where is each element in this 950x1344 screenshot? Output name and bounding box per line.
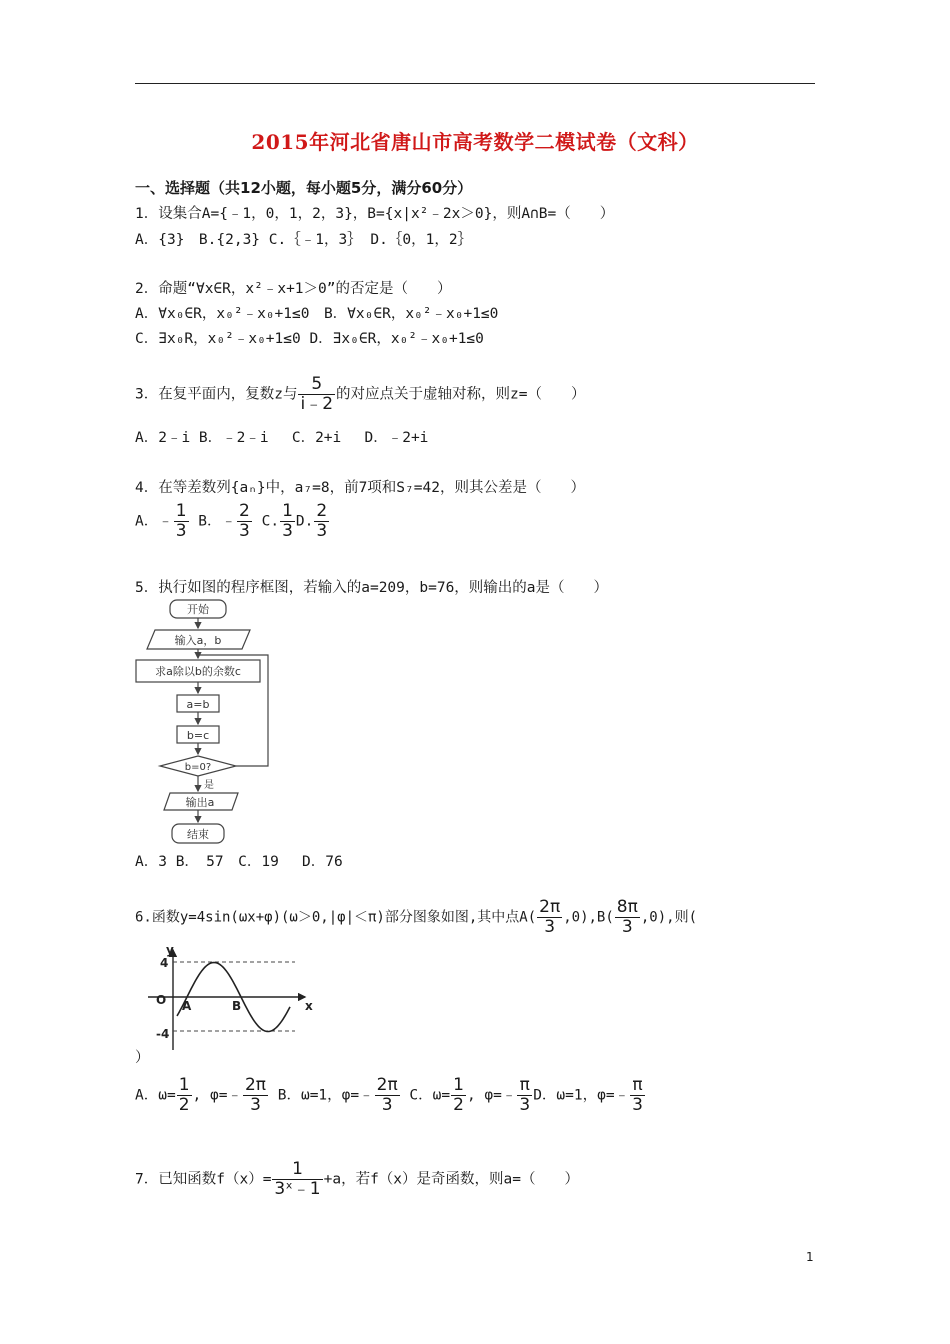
q7-fraction xyxy=(272,1160,322,1199)
header-rule xyxy=(135,83,815,84)
q6-mid: ,0),B( xyxy=(563,909,614,926)
page-number: 1 xyxy=(806,1250,814,1264)
flow-end-text: 结束 xyxy=(187,828,209,841)
q6-opt-a-w-den: 2 xyxy=(178,1095,190,1115)
q4-frac-b xyxy=(237,502,252,541)
q6-opt-a-p xyxy=(243,1076,268,1115)
q3-fraction xyxy=(298,375,335,414)
question-3-options: A．2﹣i B．﹣2﹣i C．2+i D．﹣2+i xyxy=(135,430,429,446)
question-2-stem: 2．命题“∀x∈R，x²﹣x+1＞0”的否定是（ ） xyxy=(135,281,452,297)
flow-yes-text: 是 xyxy=(204,780,214,791)
q6-opt-d-p-den: 3 xyxy=(632,1095,643,1115)
q6-opt-b-p-den: 3 xyxy=(375,1095,400,1115)
flow-assign-b-text: b=c xyxy=(186,729,210,742)
q6-opt-c-w-den: 2 xyxy=(453,1095,464,1115)
q4-d-num: 2 xyxy=(316,501,328,521)
question-5-options: A．3 B． 57 C．19 D．76 xyxy=(135,854,343,870)
q6-opt-a-w-num: 1 xyxy=(178,1075,190,1095)
q6-a-den: 3 xyxy=(537,917,562,937)
graph-y-label: y xyxy=(166,943,174,957)
q6-post: ,0),则( xyxy=(640,909,698,926)
q6-pre: 6.函数y=4sin(ωx+φ)(ω＞0,|φ|＜π)部分图象如图,其中点A( xyxy=(135,909,537,926)
flow-input-text: 输入a，b xyxy=(174,634,222,647)
question-6-stem xyxy=(135,898,697,937)
q3-frac-den: i﹣2 xyxy=(300,394,334,414)
flow-output-text: 输出a xyxy=(185,796,215,809)
flow-remainder-text: 求a除以b的余数c xyxy=(155,665,241,678)
flow-assign-a-text: a=b xyxy=(186,698,210,711)
q6-opt-d-p-num: π xyxy=(632,1075,643,1095)
q4-b-den: 3 xyxy=(239,521,250,541)
q4-c-num: 1 xyxy=(282,501,293,521)
q6-opt-c-w xyxy=(451,1076,466,1115)
q6-opt-b: B．ω=1，φ=﹣ xyxy=(269,1087,374,1104)
q6-frac-b xyxy=(615,898,640,937)
q7-post: +a，若f（x）是奇函数，则a=（ ） xyxy=(323,1171,579,1188)
q4-c-den: 3 xyxy=(282,521,293,541)
graph-b-label: B xyxy=(232,999,242,1013)
page-title: 2015年河北省唐山市高考数学二模试卷（文科） xyxy=(251,130,699,154)
q4-frac-d xyxy=(314,502,329,541)
question-2-options-ab: A．∀x₀∈R，x₀²﹣x₀+1≤0 B．∀x₀∈R，x₀²﹣x₀+1≤0 xyxy=(135,306,499,322)
q4-opt-c: C. xyxy=(252,513,280,530)
q4-frac-c xyxy=(280,502,295,541)
q6-opt-b-p xyxy=(375,1076,400,1115)
q7-den: 3ˣ﹣1 xyxy=(274,1179,321,1199)
q7-pre: 7．已知函数f（x）= xyxy=(135,1171,272,1188)
q6-b-num: 8π xyxy=(616,897,638,917)
flow-cond-text: b=0? xyxy=(184,762,212,773)
question-7-stem xyxy=(135,1160,579,1199)
q6-opt-a-w xyxy=(177,1076,192,1115)
flowchart xyxy=(130,596,280,851)
q3-pre: 3．在复平面内，复数z与 xyxy=(135,386,298,403)
graph-a-label: A xyxy=(182,999,192,1013)
graph-bottom-label: -4 xyxy=(156,1027,170,1041)
graph-x-label: x xyxy=(305,999,313,1013)
question-3-stem xyxy=(135,375,585,414)
section-heading: 一、选择题（共12小题，每小题5分，满分60分） xyxy=(135,179,473,197)
q6-b-den: 3 xyxy=(615,917,640,937)
q6-opt-c-p xyxy=(517,1076,532,1115)
sine-graph xyxy=(140,940,320,1055)
q4-frac-a xyxy=(174,502,189,541)
question-1-stem: 1．设集合A={﹣1，0，1，2，3}，B={x|x²﹣2x＞0}，则A∩B=（ ） xyxy=(135,206,615,222)
question-5-stem: 5．执行如图的程序框图，若输入的a=209，b=76，则输出的a是（ ） xyxy=(135,580,609,596)
q6-opt-c-w-num: 1 xyxy=(453,1075,464,1095)
q3-frac-num: 5 xyxy=(311,374,323,394)
q6-a-num: 2π xyxy=(539,897,561,917)
q6-opt-a-p-den: 3 xyxy=(243,1095,268,1115)
q4-a-den: 3 xyxy=(175,521,187,541)
q6-opt-c-p-den: 3 xyxy=(519,1095,531,1115)
flow-start-text: 开始 xyxy=(187,603,209,616)
q6-opt-c: C．ω= xyxy=(400,1087,451,1104)
q4-opt-a: A．﹣ xyxy=(135,513,173,530)
graph-top-label: 4 xyxy=(160,956,169,970)
q6-opt-a: A．ω= xyxy=(135,1087,176,1104)
q6-opt-a-p-num: 2π xyxy=(244,1075,267,1095)
q6-opt-d: D．ω=1，φ=﹣ xyxy=(533,1087,630,1104)
graph-origin-label: O xyxy=(156,993,167,1007)
question-4-stem: 4．在等差数列{aₙ}中，a₇=8，前7项和S₇=42，则其公差是（ ） xyxy=(135,480,585,496)
question-4-options xyxy=(135,502,330,541)
question-2-options-cd: C．∃x₀R，x₀²﹣x₀+1≤0 D．∃x₀∈R，x₀²﹣x₀+1≤0 xyxy=(135,331,484,347)
q6-opt-c-p-num: π xyxy=(519,1075,530,1095)
q6-opt-b-p-num: 2π xyxy=(376,1075,398,1095)
q4-opt-d: D. xyxy=(295,513,314,530)
q4-a-num: 1 xyxy=(175,501,187,521)
q7-num: 1 xyxy=(292,1159,303,1179)
q6-opt-a-mid: , φ=﹣ xyxy=(192,1087,242,1104)
q4-d-den: 3 xyxy=(316,521,328,541)
question-1-options: A．{3} B.{2,3} C.｛﹣1，3｝ D.｛0，1，2｝ xyxy=(135,232,473,248)
q6-frac-a xyxy=(537,898,562,937)
q4-opt-b: B．﹣ xyxy=(189,513,237,530)
q4-b-num: 2 xyxy=(239,501,250,521)
q6-opt-c-mid: , φ=﹣ xyxy=(466,1087,517,1104)
q6-opt-d-p xyxy=(630,1076,645,1115)
question-6-close: ） xyxy=(135,1050,150,1066)
question-6-options xyxy=(135,1076,646,1115)
q3-post: 的对应点关于虚轴对称，则z=（ ） xyxy=(336,386,586,403)
